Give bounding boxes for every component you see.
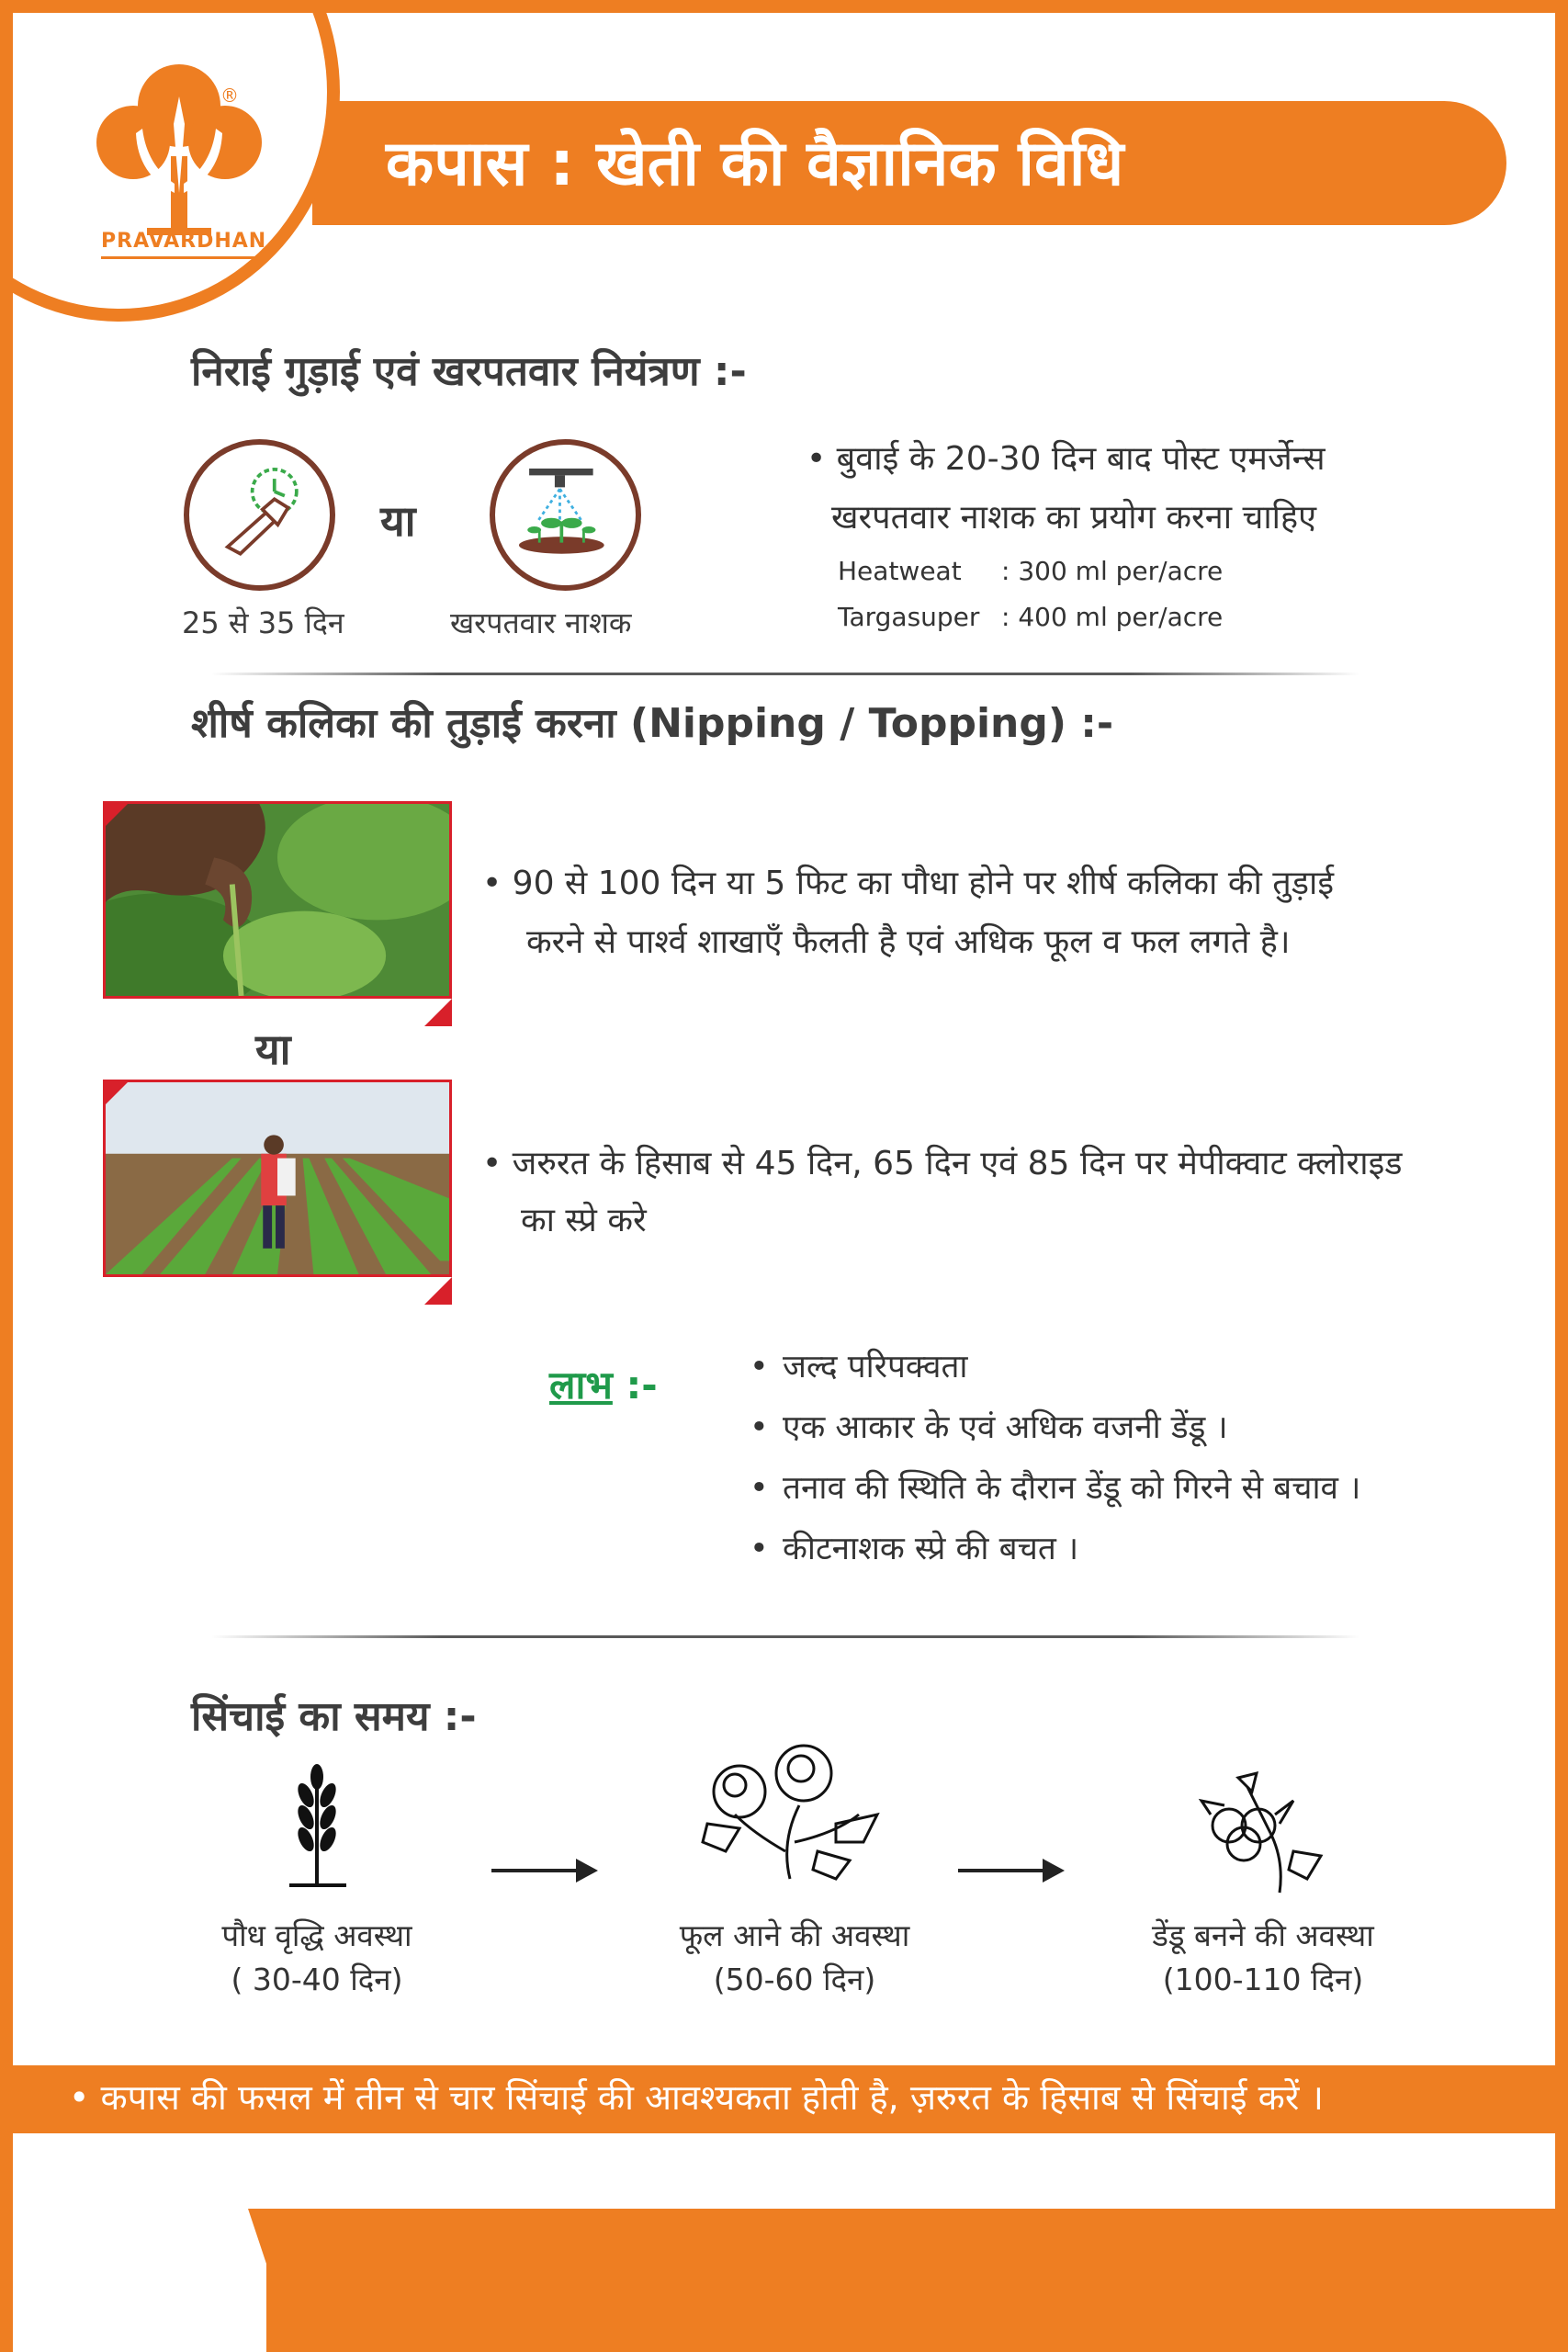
sprayer-seedling-icon <box>495 445 636 585</box>
irrigation-heading: सिंचाई का समय :- <box>191 1693 477 1740</box>
hoe-option-caption: 25 से 35 दिन <box>182 605 344 640</box>
benefits-list <box>746 1337 1360 1579</box>
wheat-plant-icon <box>280 1764 354 1893</box>
nipping-heading: शीर्ष कलिका की तुड़ाई करना (Nipping / Topping) :- <box>191 700 1114 747</box>
nipping-point1-line1: • 90 से 100 दिन या 5 फिट का पौधा होने पर शीर्ष कलिका की तुड़ाई <box>482 865 1335 902</box>
stage-3-caption <box>1116 1914 1410 2002</box>
stage-1-days: ( 30-40 दिन) <box>231 1962 403 1997</box>
farmer-spraying-field-photo <box>103 1080 452 1277</box>
hoe-option-circle <box>184 439 335 591</box>
stage-3-name: डेंडू बनने की अवस्था <box>1152 1917 1374 1953</box>
or-label-weeding: या <box>380 496 416 546</box>
divider-1 <box>211 673 1359 675</box>
footer-note: • कपास की फसल में तीन से चार सिंचाई की आवश्यकता होती है, ज़रुरत के हिसाब से सिंचाई करें । <box>69 2077 1324 2118</box>
weeding-point-line2: खरपतवार नाशक का प्रयोग करना चाहिए <box>831 499 1316 537</box>
benefit-item: • जल्द परिपक्वता <box>746 1337 1360 1397</box>
benefits-label <box>549 1358 658 1410</box>
arrow-1 <box>491 1869 592 1872</box>
weeding-heading: निराई गुड़ाई एवं खरपतवार नियंत्रण :- <box>191 348 747 395</box>
benefit-item: • कीटनाशक स्प्रे की बचत । <box>746 1519 1360 1579</box>
nipping-point2-line2: का स्प्रे करे <box>521 1202 647 1239</box>
photo2-corner-accent-bottom <box>424 1277 452 1305</box>
stage-1-name: पौध वृद्धि अवस्था <box>221 1917 412 1953</box>
registered-mark: ® <box>220 85 239 107</box>
benefit-item: • एक आकार के एवं अधिक वजनी डेंडू । <box>746 1397 1360 1458</box>
nipping-point1-line2: करने से पार्श्व शाखाएँ फैलती है एवं अधिक फूल व फल लगते है। <box>526 923 1291 961</box>
divider-2 <box>211 1635 1359 1638</box>
herbicide-option-caption: खरपतवार नाशक <box>450 605 632 640</box>
benefits-label-word: लाभ <box>549 1363 613 1408</box>
farmer-spraying-photo-art <box>106 1082 449 1274</box>
hoe-clock-icon <box>189 445 330 585</box>
stage-2-name: फूल आने की अवस्था <box>679 1917 910 1953</box>
hand-nipping-photo-art <box>106 804 449 996</box>
herbicide-option-circle <box>490 439 641 591</box>
or-label-nipping: या <box>255 1024 291 1074</box>
benefit-item: • तनाव की स्थिति के दौरान डेंडू को गिरने से बचाव । <box>746 1458 1360 1519</box>
cotton-boll-icon <box>1192 1769 1330 1897</box>
product-dose-2: : 400 ml per/acre <box>1001 602 1224 632</box>
photo1-corner-accent-bottom <box>424 999 452 1026</box>
photo1-corner-accent <box>103 801 130 829</box>
stage-2-caption <box>648 1914 942 2002</box>
hand-nipping-cotton-photo <box>103 801 452 999</box>
product-dose-1: : 300 ml per/acre <box>1001 556 1224 586</box>
arrow-2 <box>958 1869 1059 1872</box>
photo2-corner-accent <box>103 1080 130 1107</box>
weeding-point-line1: • बुवाई के 20-30 दिन बाद पोस्ट एमर्जेन्स <box>807 440 1325 478</box>
brand-name: PRAVARDHAN <box>101 230 257 259</box>
page-title: कपास : खेती की वैज्ञानिक विधि <box>386 128 1124 200</box>
product-name-1: Heatweat <box>838 556 962 586</box>
benefits-label-suffix: :- <box>612 1363 658 1408</box>
stage-1-caption <box>179 1914 455 2002</box>
stage-3-days: (100-110 दिन) <box>1162 1962 1364 1997</box>
nipping-point2-line1: • जरुरत के हिसाब से 45 दिन, 65 दिन एवं 85 दिन पर मेपीक्वाट क्लोराइड <box>482 1145 1403 1182</box>
cotton-flower-icon <box>698 1741 886 1883</box>
product-name-2: Targasuper <box>838 602 980 632</box>
stage-2-days: (50-60 दिन) <box>713 1962 876 1997</box>
bottom-band-notch <box>0 2209 266 2352</box>
